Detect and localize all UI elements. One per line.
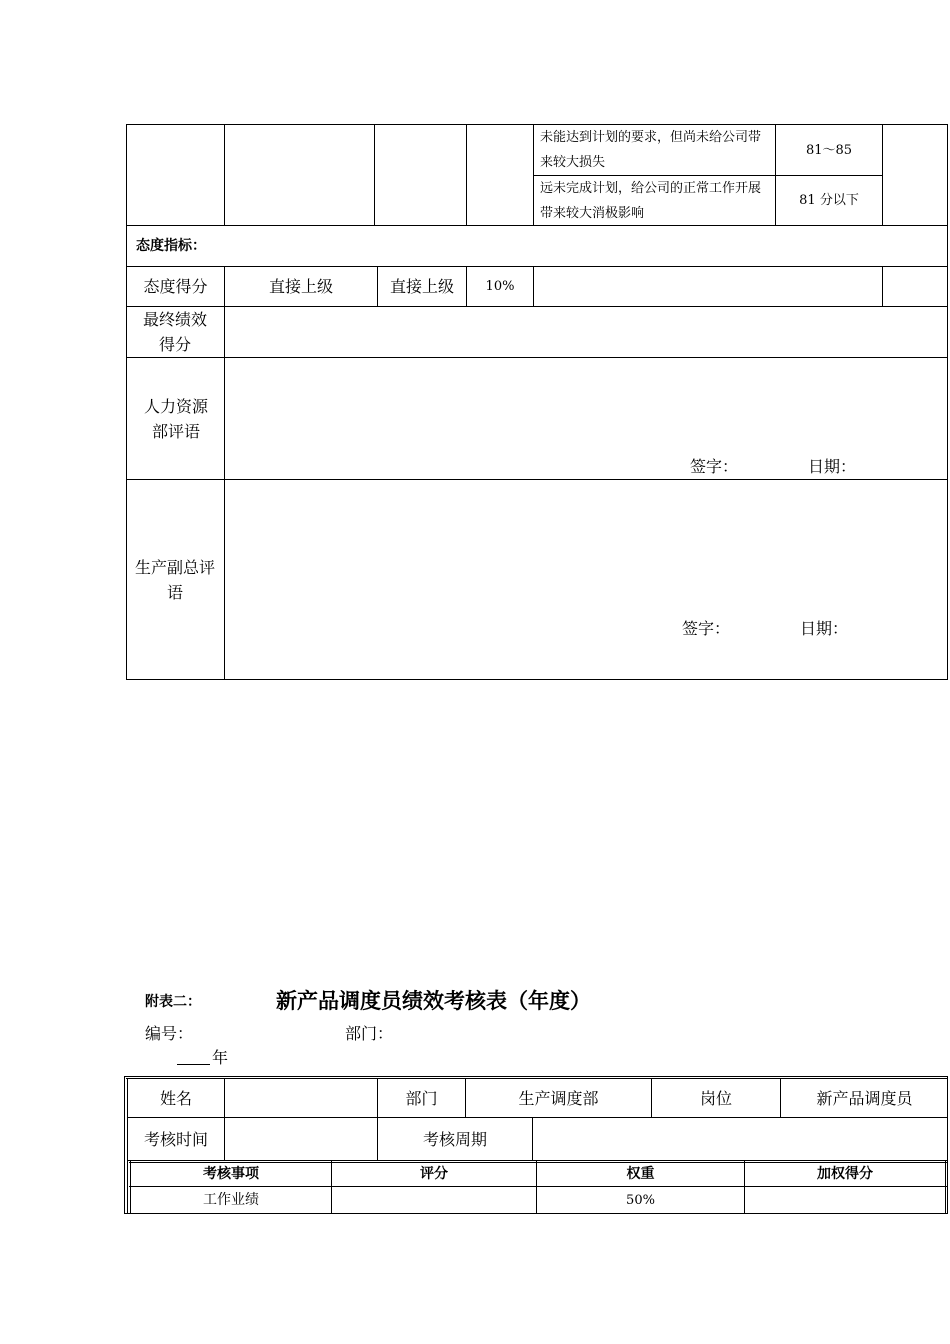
number-label: 编号： [145, 1024, 194, 1043]
post-label: 岗位 [699, 1088, 732, 1108]
form-title: 新产品调度员绩效考核表（年度） [276, 989, 591, 1013]
year-suffix: 年 [212, 1048, 229, 1067]
vp-comment-label: 生产副总评语 [134, 557, 215, 602]
attitude-section-header: 态度指标： [136, 237, 206, 254]
hr-signature-label: 签字： [690, 457, 739, 476]
header-item: 考核事项 [203, 1166, 259, 1182]
hr-date-label: 日期： [808, 457, 857, 476]
post-value: 新产品调度员 [816, 1088, 913, 1108]
criteria-text: 远未完成计划，给公司的正常工作开展带来较大消极影响 [540, 180, 762, 221]
vp-signature-label: 签字： [682, 619, 731, 638]
row-weight: 50% [626, 1193, 655, 1208]
attitude-reviewer: 直接上级 [389, 277, 454, 296]
name-label: 姓名 [159, 1088, 192, 1108]
time-label: 考核时间 [143, 1129, 208, 1149]
dept-value: 生产调度部 [518, 1088, 599, 1108]
attitude-assessor: 直接上级 [268, 277, 333, 296]
department-label: 部门： [345, 1024, 394, 1043]
vp-date-label: 日期： [800, 619, 849, 638]
dept-label: 部门 [405, 1088, 438, 1108]
final-score-label: 最终绩效得分 [142, 310, 207, 354]
header-weight: 权重 [626, 1166, 655, 1182]
attitude-weight: 10% [485, 279, 515, 294]
criteria-score: 81 分以下 [799, 193, 859, 208]
period-label: 考核周期 [422, 1129, 487, 1149]
appendix-label: 附表二： [145, 994, 201, 1010]
attitude-score-label: 态度得分 [143, 277, 208, 296]
header-score: 评分 [420, 1166, 448, 1182]
criteria-score: 81～85 [805, 142, 853, 158]
hr-comment-label: 人力资源部评语 [143, 396, 208, 441]
year-underline [177, 1064, 210, 1065]
header-weighted-score: 加权得分 [817, 1166, 873, 1182]
row-item: 工作业绩 [203, 1192, 259, 1208]
criteria-text: 未能达到计划的要求，但尚未给公司带来较大损失 [540, 130, 762, 170]
